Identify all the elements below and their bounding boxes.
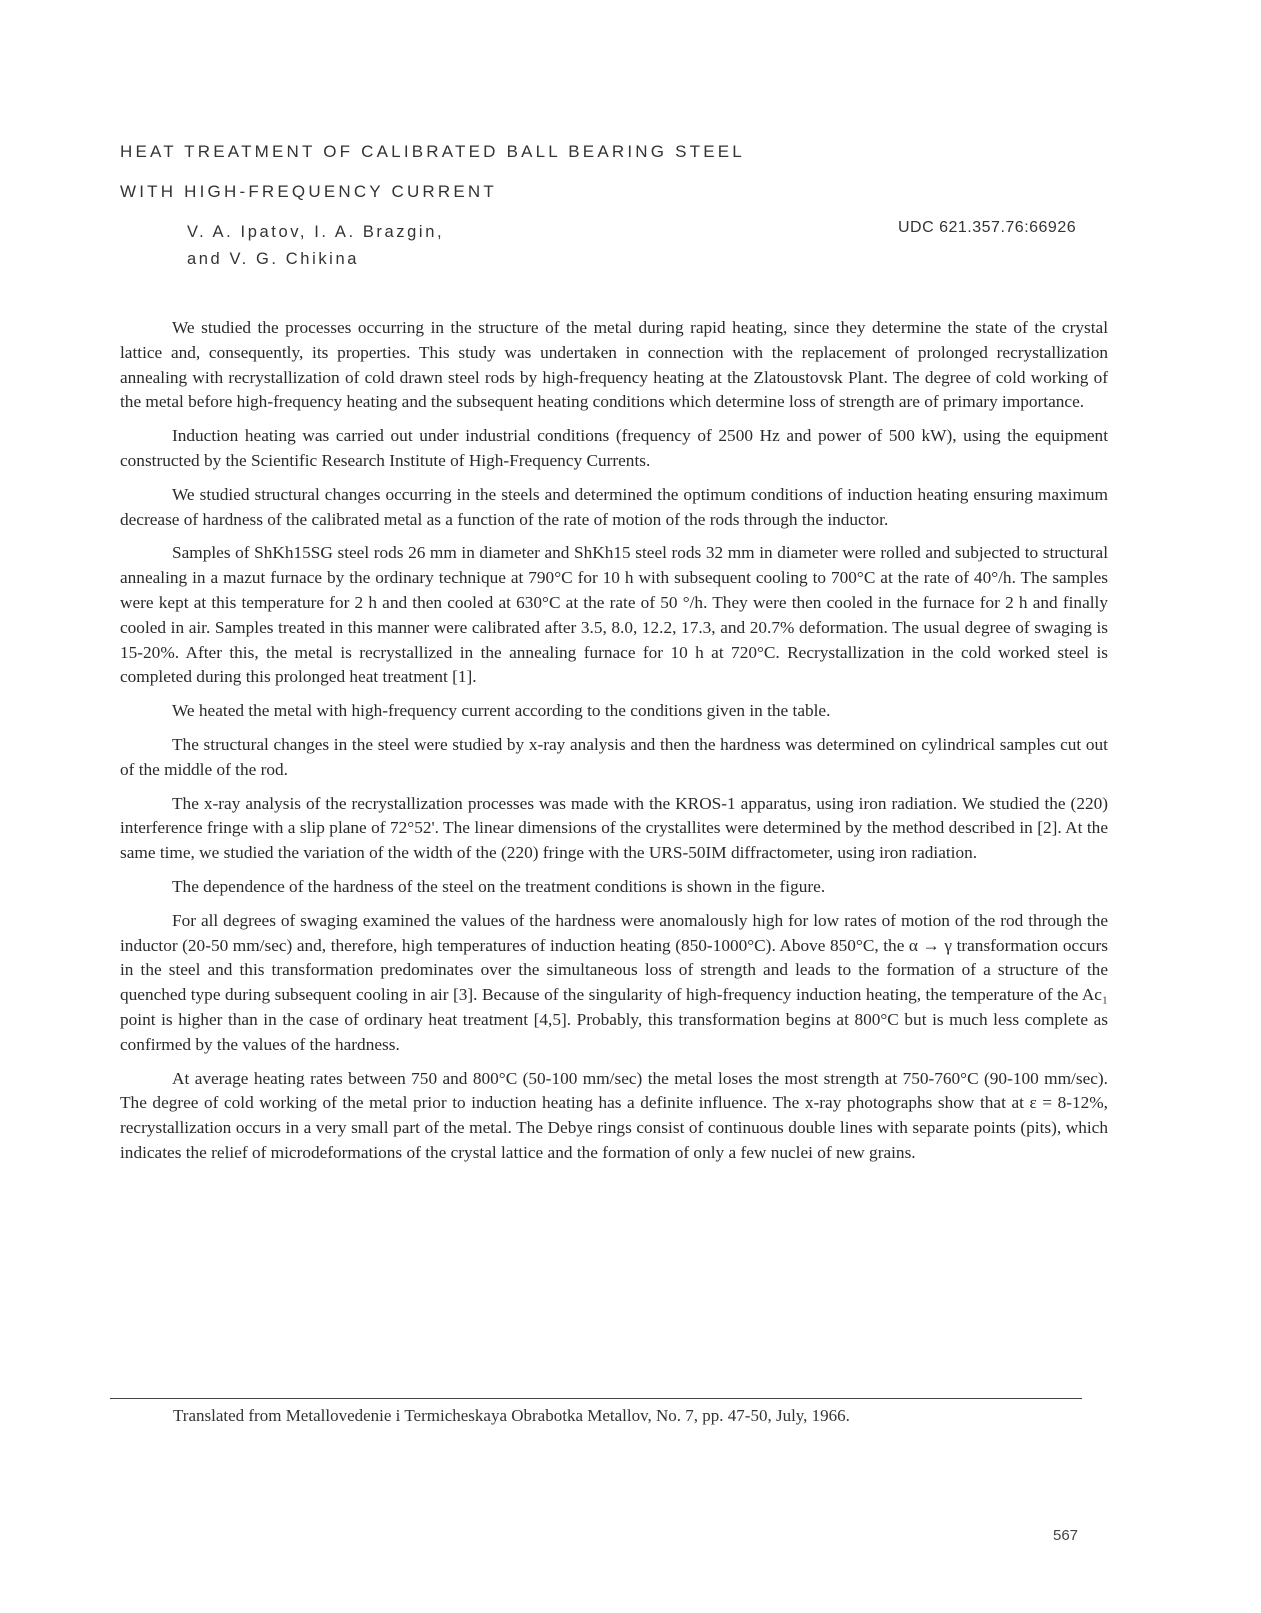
title-line-1: HEAT TREATMENT OF CALIBRATED BALL BEARING STEEL	[120, 142, 745, 161]
paragraph: We studied structural changes occurring in the steels and determined the optimum conditions of induction heating ensuring maximum decrease of hardness of the calibrated metal as a function of the rate of motion of the rods through the inductor.	[120, 484, 1108, 529]
paragraph: Induction heating was carried out under industrial conditions (frequency of 2500 Hz and power of 500 kW), using the equipment constructed by the Scientific Research Institute of High-Frequency Currents.	[120, 426, 1108, 470]
paper-title	[120, 132, 745, 212]
paragraph: The dependence of the hardness of the steel on the treatment conditions is shown in the figure.	[172, 876, 826, 896]
title-line-2: WITH HIGH-FREQUENCY CURRENT	[120, 182, 497, 201]
page-number: 567	[1053, 1527, 1079, 1544]
paragraph: We studied the processes occurring in the structure of the metal during rapid heating, since they determine the state of the crystal lattice and, consequently, its properties. This study was undertaken in connection with the replacement of prolonged recrystallization annealing with recrystallization of cold drawn steel rods by high-frequency heating at the Zlatoustovsk Plant. The degree of cold working of the metal before high-frequency heating and the subsequent heating conditions which determine loss of strength are of primary importance.	[120, 318, 1108, 412]
authors-line-2: and V. G. Chikina	[187, 250, 360, 268]
translation-footnote: Translated from Metallovedenie i Termicheskaya Obrabotka Metallov, No. 7, pp. 47-50, July, 1966.	[173, 1406, 850, 1425]
paragraph: Samples of ShKh15SG steel rods 26 mm in diameter and ShKh15 steel rods 32 mm in diameter were rolled and subjected to structural annealing in a mazut furnace by the ordinary technique at 790°C for 10 h with subsequent cooling to 700°C at the rate of 40°/h. The samples were kept at this temperature for 2 h and then cooled at 630°C at the rate of 50 °/h. They were then cooled in the furnace for 2 h and finally cooled in air. Samples treated in this manner were calibrated after 3.5, 8.0, 12.2, 17.3, and 20.7% deformation. The usual degree of swaging is 15-20%. After this, the metal is recrystallized in the annealing furnace for 10 h at 720°C. Recrystallization in the cold worked steel is completed during this prolonged heat treatment [1].	[120, 543, 1108, 687]
paragraph: The x-ray analysis of the recrystallization processes was made with the KROS-1 apparatus, using iron radiation. We studied the (220) interference fringe with a slip plane of 72°52'. The linear dimensions of the crystallites were determined by the method described in [2]. At the same time, we studied the variation of the width of the (220) fringe with the URS-50IM diffractometer, using iron radiation.	[120, 793, 1108, 863]
paragraph: At average heating rates between 750 and 800°C (50-100 mm/sec) the metal loses the most strength at 750-760°C (90-100 mm/sec). The degree of cold working of the metal prior to induction heating has a definite influence. The x-ray photographs show that at ε = 8-12%, recrystallization occurs in a very small part of the metal. The Debye rings consist of continuous double lines with separate points (pits), which indicates the relief of microdeformations of the crystal lattice and the formation of only a few nuclei of new grains.	[120, 1068, 1108, 1162]
paragraph: For all degrees of swaging examined the values of the hardness were anomalously high for low rates of motion of the rod through the inductor (20-50 mm/sec) and, therefore, high temperatures of induction heating (850-1000°C). Above 850°C, the α → γ transformation occurs in the steel and this transformation predominates over the simultaneous loss of strength and leads to the formation of a structure of the quenched type during subsequent cooling in air [3]. Because of the singularity of high-frequency induction heating, the temperature of the Ac₁ point is higher than in the case of ordinary heat treatment [4,5]. Probably, this transformation begins at 800°C but is much less complete as confirmed by the values of the hardness.	[120, 910, 1108, 1054]
paragraph: We heated the metal with high-frequency current according to the conditions given in the table.	[172, 701, 831, 721]
author-list	[187, 219, 444, 273]
udc-code: UDC 621.357.76:66926	[898, 219, 1077, 236]
authors-line-1: V. A. Ipatov, I. A. Brazgin,	[187, 223, 445, 241]
footnote-divider	[110, 1398, 1082, 1399]
article-body	[120, 316, 1108, 1175]
paragraph: The structural changes in the steel were studied by x-ray analysis and then the hardness was determined on cylindrical samples cut out of the middle of the rod.	[120, 734, 1108, 779]
